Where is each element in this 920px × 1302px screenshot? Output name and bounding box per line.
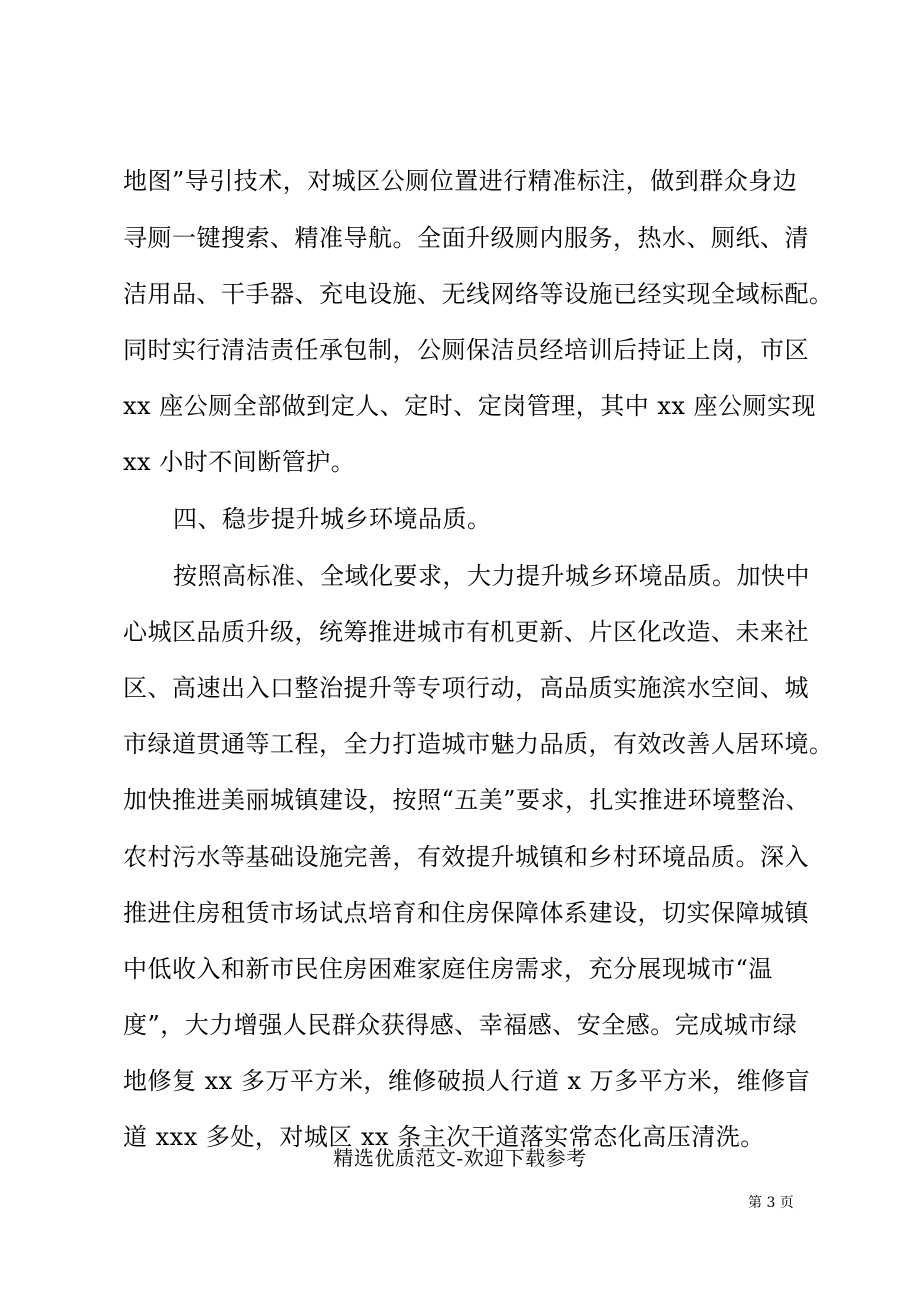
body-text-line: xx 小时不间断管护。 [123, 448, 356, 476]
body-text-line: 按照高标准、全域化要求，大力提升城乡环境品质。加快中 [173, 562, 810, 590]
footer-tagline: 精选优质范文-欢迎下载参考 [333, 1146, 587, 1170]
body-text-line: 推进住房租赁市场试点培育和住房保障体系建设，切实保障城镇 [123, 899, 809, 927]
body-text-line: 市绿道贯通等工程，全力打造城市魅力品质，有效改善人居环境。 [123, 730, 834, 758]
page-number: 第 3 页 [748, 1195, 794, 1211]
body-text-line: 农村污水等基础设施完善，有效提升城镇和乡村环境品质。深入 [123, 843, 809, 871]
body-text-line: 地修复 xx 多万平方米，维修破损人行道 x 万多平方米，维修盲 [123, 1067, 811, 1095]
body-text-line: 区、高速出入口整治提升等专项行动，高品质实施滨水空间、城 [123, 674, 809, 702]
body-text-line: 道 xxx 多处，对城区 xx 条主次干道落实常态化高压清洗。 [123, 1123, 765, 1151]
body-text-line: 心城区品质升级，统筹推进城市有机更新、片区化改造、未来社 [123, 618, 809, 646]
body-text-line: 洁用品、干手器、充电设施、无线网络等设施已经实现全域标配。 [123, 280, 834, 308]
body-text-line: 寻厕一键搜索、精准导航。全面升级厕内服务，热水、厕纸、清 [123, 224, 809, 252]
body-text-line: 地图”导引技术，对城区公厕位置进行精准标注，做到群众身边 [123, 167, 798, 195]
body-text-line: 同时实行清洁责任承包制，公厕保洁员经培训后持证上岗，市区 [123, 336, 809, 364]
body-text-line: 加快推进美丽城镇建设，按照“五美”要求，扎实推进环境整治、 [123, 786, 811, 814]
section-heading: 四、稳步提升城乡环境品质。 [173, 505, 492, 533]
body-text-line: xx 座公厕全部做到定人、定时、定岗管理，其中 xx 座公厕实现 [123, 392, 817, 420]
body-text-line: 中低收入和新市民住房困难家庭住房需求，充分展现城市“温 [123, 955, 773, 983]
body-text-line: 度”，大力增强人民群众获得感、幸福感、安全感。完成城市绿 [123, 1011, 798, 1039]
